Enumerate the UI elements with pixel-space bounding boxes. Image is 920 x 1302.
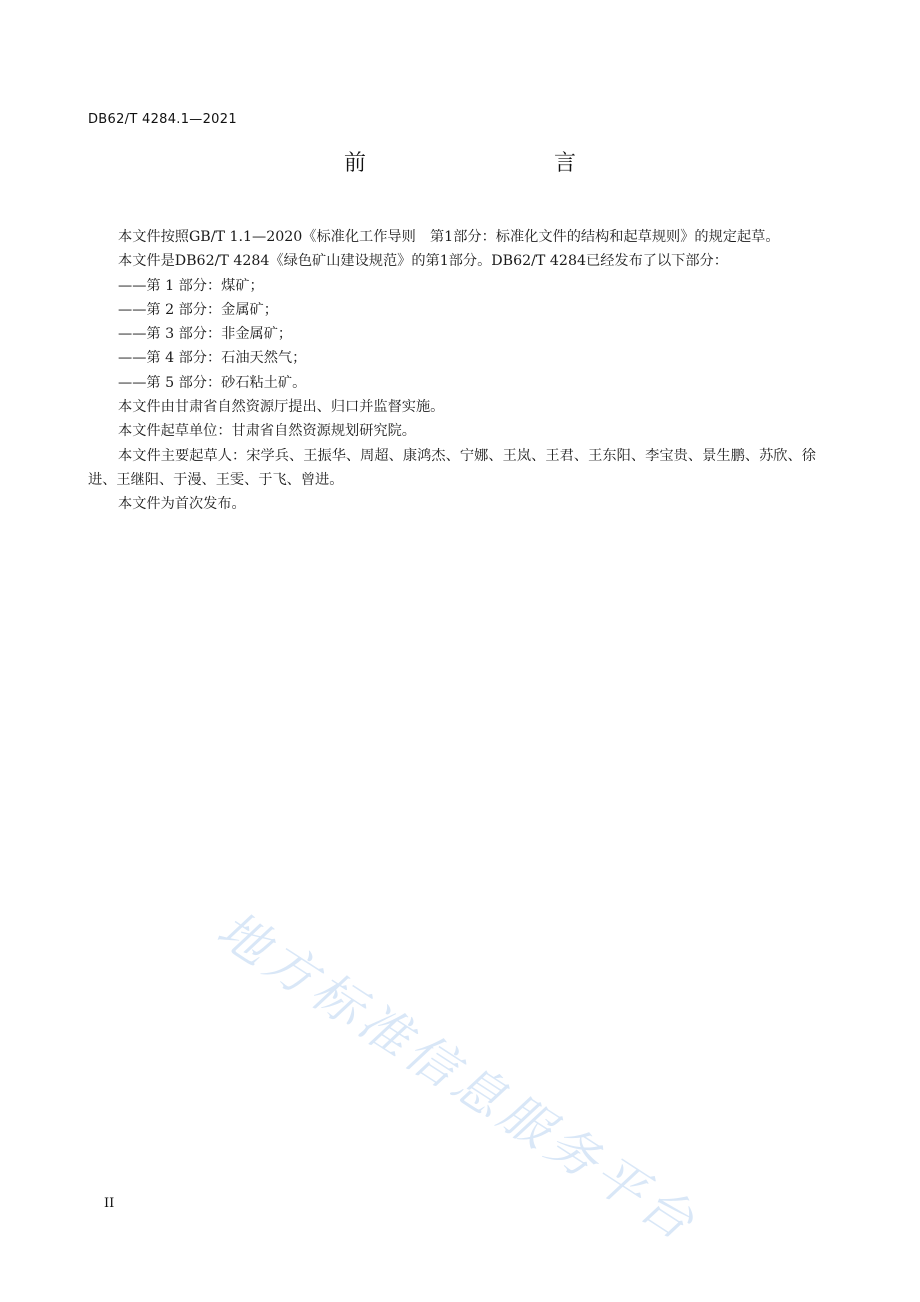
preface-body (88, 225, 816, 517)
watermark: 地方标准信息服务平台 (207, 900, 709, 1254)
paragraph-drafting-unit: 本文件起草单位：甘肃省自然资源规划研究院。 (118, 423, 416, 440)
list-item-part-4: ——第 4 部分：石油天然气； (118, 350, 307, 367)
paragraph-proposer: 本文件由甘肃省自然资源厅提出、归口并监督实施。 (118, 399, 445, 416)
page-number: II (104, 1196, 115, 1211)
list-item-part-2: ——第 2 部分：金属矿； (118, 301, 278, 318)
paragraph-first-release: 本文件为首次发布。 (118, 496, 246, 513)
paragraph-drafters: 本文件主要起草人：宋学兵、王振华、周超、康鸿杰、宁娜、王岚、王君、王东阳、李宝贵、景生鹏、苏欣、徐进、王继阳、于漫、王雯、于飞、曾进。 (88, 447, 816, 488)
list-item-part-3: ——第 3 部分：非金属矿； (118, 326, 293, 343)
list-item-part-1: ——第 1 部分：煤矿； (118, 277, 264, 294)
paragraph-series-intro: 本文件是DB62/T 4284《绿色矿山建设规范》的第1部分。DB62/T 4284已经发布了以下部分： (118, 253, 728, 270)
paragraph-drafting-rules: 本文件按照GB/T 1.1—2020《标准化工作导则 第1部分：标准化文件的结构和起草规则》的规定起草。 (118, 229, 780, 245)
document-code: DB62/T 4284.1—2021 (88, 112, 237, 127)
section-heading: 前 言 (343, 151, 624, 176)
list-item-part-5: ——第 5 部分：砂石粘土矿。 (118, 374, 307, 391)
